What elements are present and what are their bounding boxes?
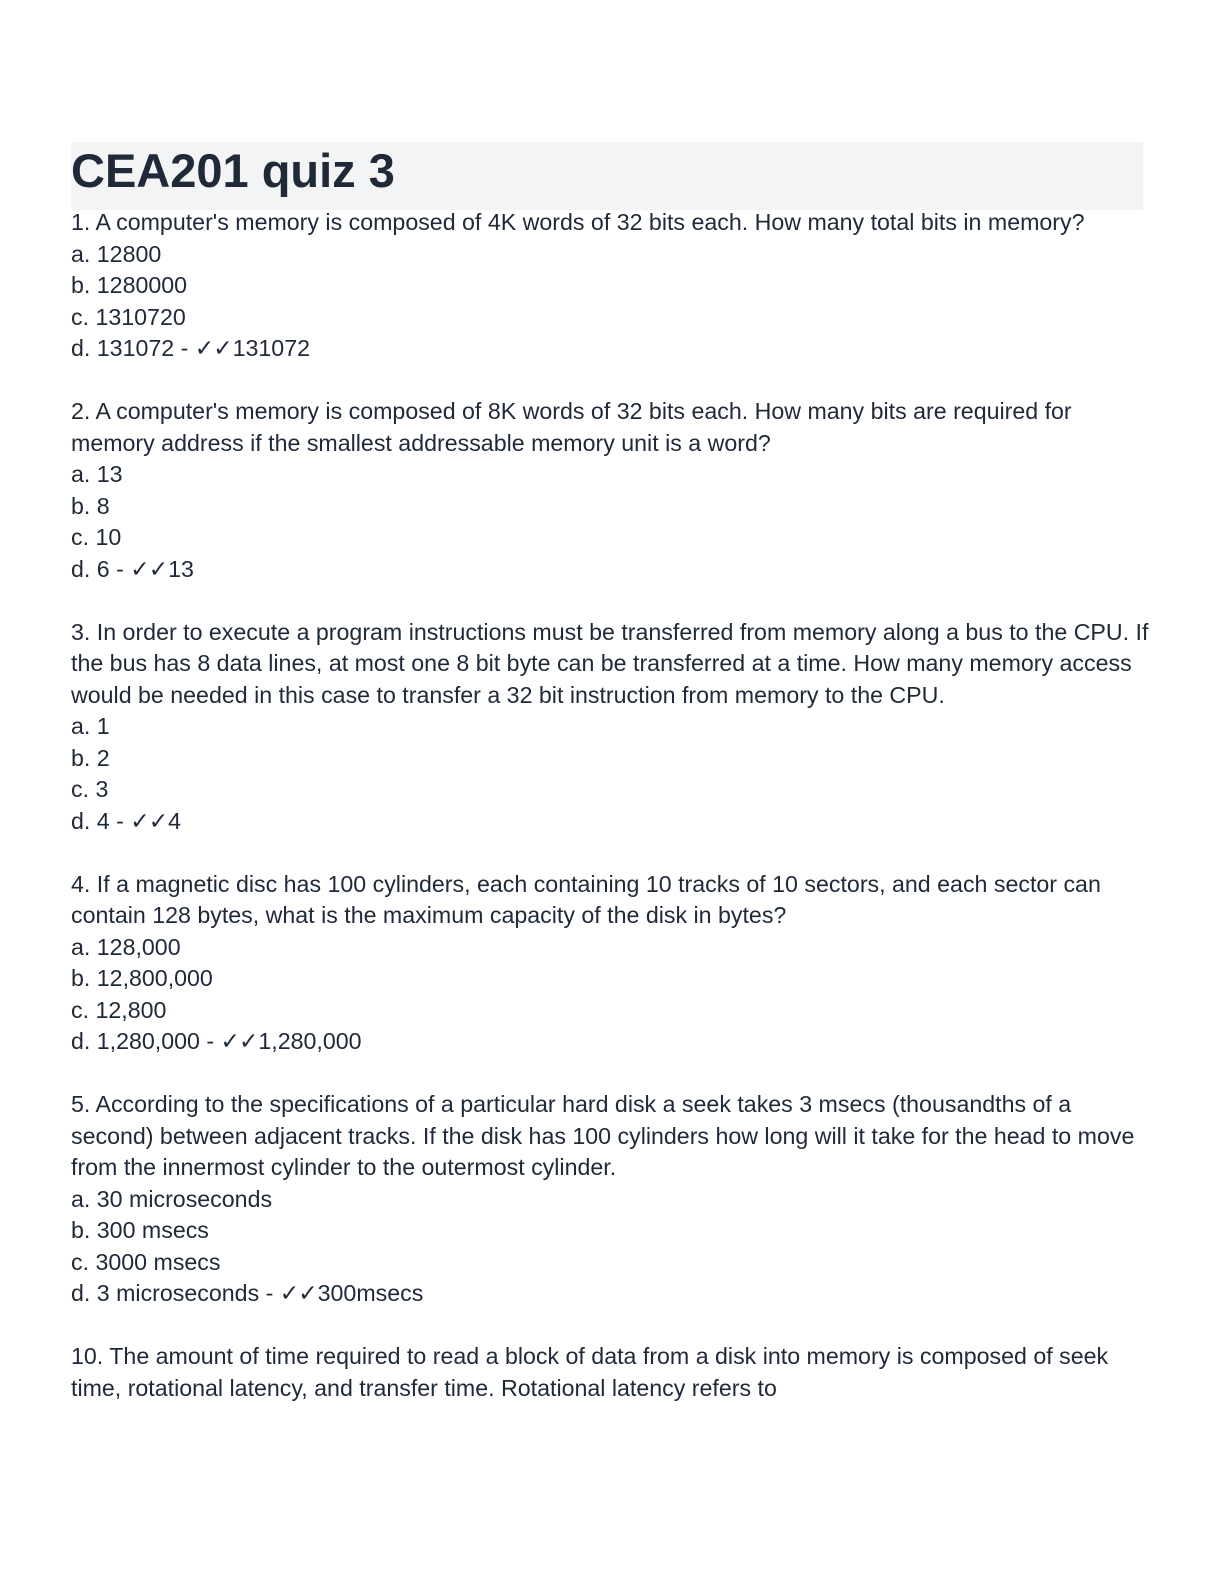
option-c: c. 12,800 [71,996,167,1023]
option-d [71,806,1156,838]
option-b: b. 300 msecs [71,1217,209,1243]
answer-text: 1,280,000 [258,1028,362,1054]
option-c: c. 1310720 [71,303,186,330]
option-c: c. 3 [71,776,109,802]
answer-text: 13 [168,555,194,582]
option-b: b. 8 [71,492,110,519]
answer-text: 4 [168,807,182,834]
question-3 [71,617,1156,838]
option-d [71,1026,1156,1058]
option-b: b. 1280000 [71,272,188,298]
option-a: a. 12800 [71,240,162,267]
option-b: b. 12,800,000 [71,965,213,991]
double-check-icon: ✓✓ [220,1028,258,1054]
question-text: 3. In order to execute a program instructions must be transferred from memory along a bus to the CPU. If the bus has 8 data lines, at most one 8 bit byte can be transferred at a time. How many memory access would be needed in this case to transfer a 32 bit instruction from memory to the CPU. [71,618,1149,708]
option-d-text: d. 4 - [71,807,131,834]
question-text: 10. The amount of time required to read a block of data from a disk into memory is composed of seek time, rotational latency, and transfer time. Rotational latency refers to [71,1343,1109,1401]
question-10 [71,1341,1156,1404]
question-5 [71,1089,1156,1310]
option-a: a. 128,000 [71,933,181,960]
option-a: a. 1 [71,713,110,739]
double-check-icon: ✓✓ [130,555,168,582]
double-check-icon: ✓✓ [130,807,168,834]
option-b: b. 2 [71,744,110,771]
option-d [71,333,1156,365]
question-text: 4. If a magnetic disc has 100 cylinders, each containing 10 tracks of 10 sectors, and each sector can contain 128 bytes, what is the maximum capacity of the disk in bytes? [71,870,1101,928]
page-title: CEA201 quiz 3 [71,144,395,197]
option-d-text: d. 3 microseconds - [71,1280,280,1306]
option-a: a. 30 microseconds [71,1185,273,1212]
option-d [71,1278,1156,1310]
question-2 [71,396,1156,585]
option-c: c. 3000 msecs [71,1248,221,1275]
option-d-text: d. 131072 - [71,335,195,361]
option-d-text: d. 6 - [71,555,131,582]
answer-text: 300msecs [317,1280,424,1306]
option-a: a. 13 [71,461,123,487]
question-text: 1. A computer's memory is composed of 4K words of 32 bits each. How many total bits in memory? [71,209,1085,235]
question-1 [71,207,1156,365]
question-text: 5. According to the specifications of a particular hard disk a seek takes 3 msecs (thousandths of a second) between adjacent tracks. If the disk has 100 cylinders how long will it take for the head to move from the innermost cylinder to the outermost cylinder. [71,1091,1135,1180]
double-check-icon: ✓✓ [279,1280,317,1306]
option-d [71,554,1156,586]
option-d-text: d. 1,280,000 - [71,1028,221,1054]
option-c: c. 10 [71,524,122,550]
question-4 [71,869,1156,1058]
quiz-content [71,207,1156,1436]
question-text: 2. A computer's memory is composed of 8K words of 32 bits each. How many bits are required for memory address if the smallest addressable memory unit is a word? [71,398,1072,456]
answer-text: 131072 [232,335,310,361]
double-check-icon: ✓✓ [194,335,232,361]
